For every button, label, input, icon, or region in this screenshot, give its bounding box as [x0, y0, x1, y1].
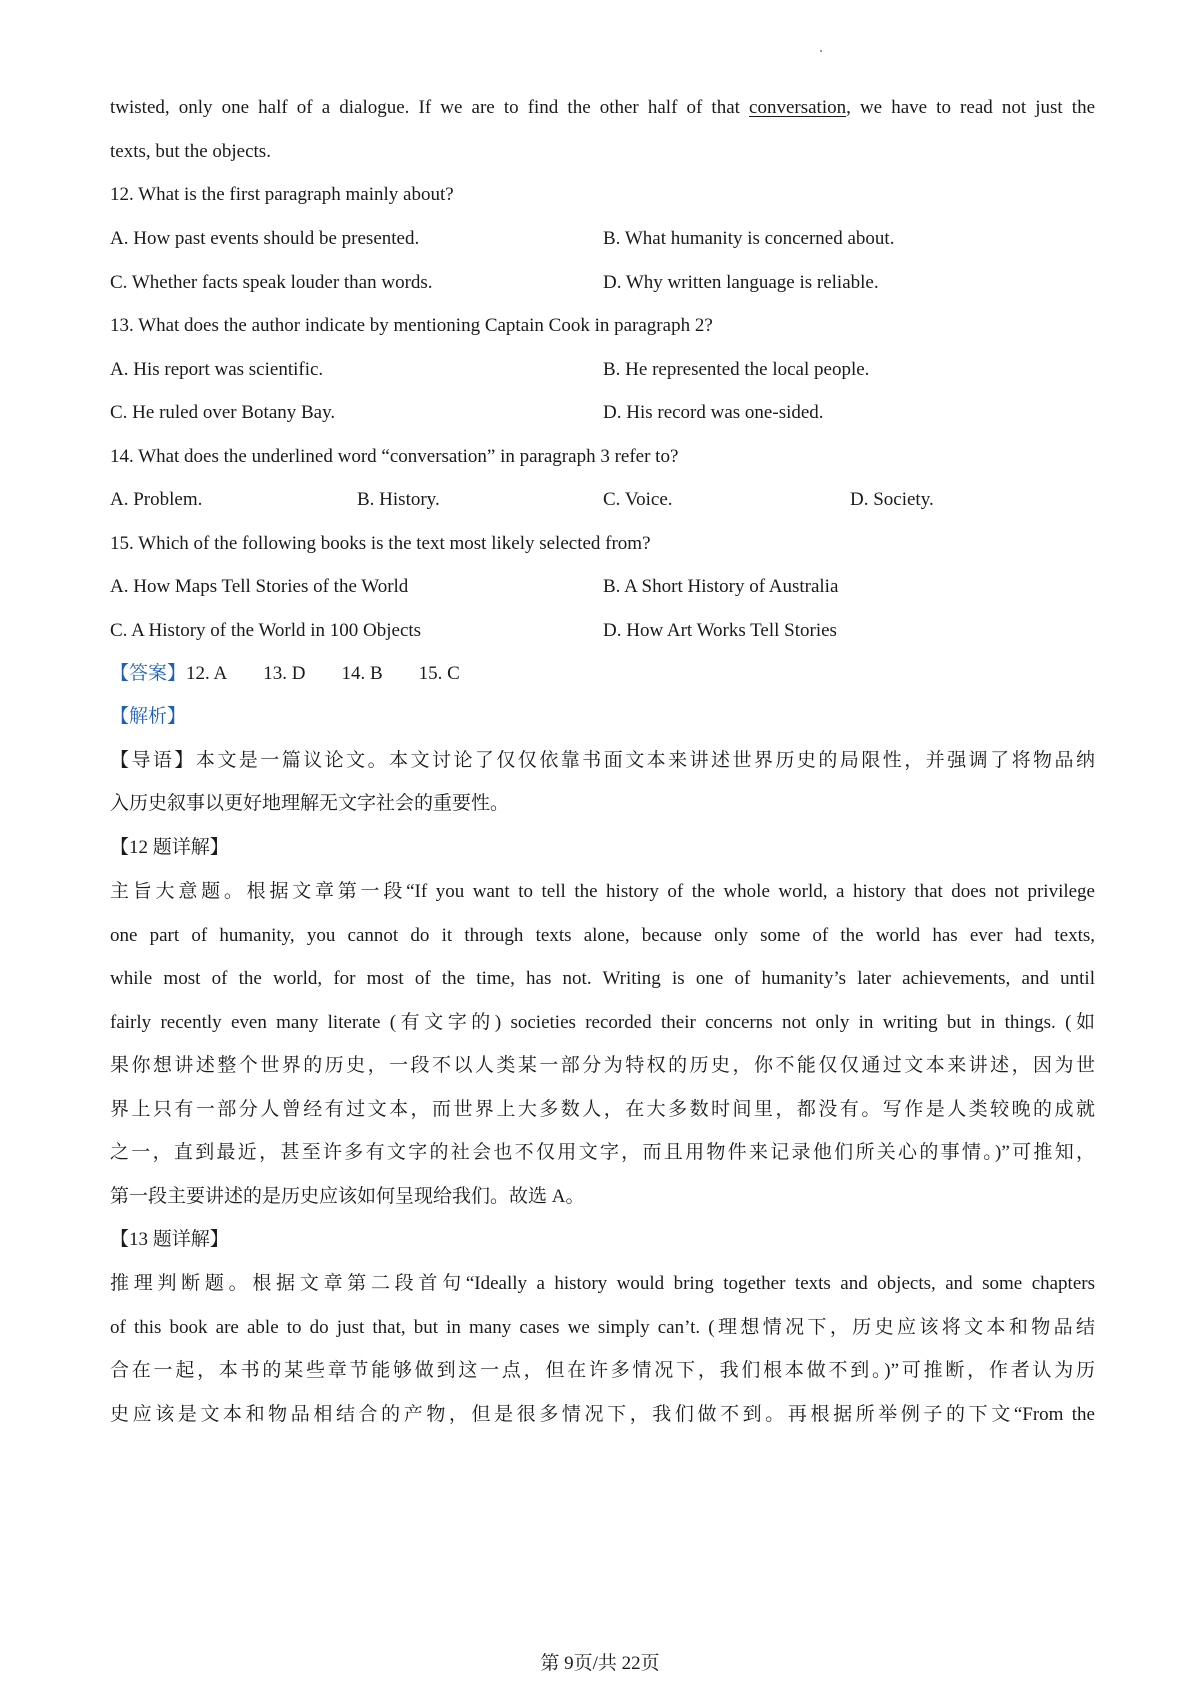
page-footer: 第 9页/共 22页: [540, 1653, 660, 1674]
detail-13-line: 史应该是文本和物品相结合的产物，但是很多情况下，我们做不到。再根据所举例子的下文“From the: [110, 1404, 1095, 1425]
option-a: A. How Maps Tell Stories of the World: [110, 576, 409, 597]
option-a: A. How past events should be presented.: [110, 228, 420, 249]
option-d: D. His record was one-sided.: [603, 402, 824, 423]
detail-13-line: of this book are able to do just that, but in many cases we simply can’t. (理想情况下，历史应该将文本和物品结: [110, 1317, 1095, 1338]
question-12-stem: 12. What is the first paragraph mainly about?: [110, 184, 454, 205]
answer-item: 14. B: [341, 663, 383, 684]
option-a: A. Problem.: [110, 489, 203, 510]
intro-line-1: 【导语】本文是一篇议论文。本文讨论了仅仅依靠书面文本来讲述世界历史的局限性，并强调了将物品纳: [110, 750, 1095, 771]
option-c: C. Voice.: [603, 489, 673, 510]
detail-13-heading: 【13 题详解】: [110, 1229, 229, 1250]
option-d: D. Society.: [850, 489, 934, 510]
detail-12-line: 界上只有一部分人曾经有过文本，而世界上大多数人，在大多数时间里，都没有。写作是人类较晚的成就: [110, 1099, 1095, 1120]
passage-text: twisted, only one half of a dialogue. If we are to find the other half of that: [110, 97, 750, 118]
question-15-options-row-2: [110, 619, 1095, 643]
detail-12-heading: 【12 题详解】: [110, 837, 229, 858]
question-12-options-row-1: [110, 227, 1095, 251]
option-a: A. His report was scientific.: [110, 359, 324, 380]
detail-12-line: while most of the world, for most of the time, has not. Writing is one of humanity’s later achievements, and until: [110, 968, 1095, 989]
underlined-word: conversation: [749, 97, 847, 118]
detail-12-line: 之一，直到最近，甚至许多有文字的社会也不仅用文字，而且用物件来记录他们所关心的事情。)”可推知，: [110, 1142, 1095, 1163]
intro-line-2: 入历史叙事以更好地理解无文字社会的重要性。: [110, 793, 510, 814]
option-d: D. Why written language is reliable.: [603, 272, 879, 293]
detail-13-line: 推理判断题。根据文章第二段首句“Ideally a history would bring together texts and objects, and some chapters: [110, 1273, 1095, 1294]
option-b: B. A Short History of Australia: [603, 576, 839, 597]
passage-line-2: texts, but the objects.: [110, 141, 271, 162]
option-b: B. He represented the local people.: [603, 359, 870, 380]
detail-12-line: 主旨大意题。根据文章第一段“If you want to tell the history of the whole world, a history that does not privilege: [110, 881, 1095, 902]
option-c: C. Whether facts speak louder than words.: [110, 272, 433, 293]
analysis-label: 【解析】: [110, 706, 187, 727]
option-b: B. History.: [357, 489, 440, 510]
detail-12-line: 果你想讲述整个世界的历史，一段不以人类某一部分为特权的历史，你不能仅仅通过文本来讲述，因为世: [110, 1055, 1095, 1076]
scan-mark: [820, 50, 822, 52]
answer-item: 12. A: [186, 663, 228, 684]
question-15-stem: 15. Which of the following books is the text most likely selected from?: [110, 533, 651, 554]
question-13-options-row-2: [110, 401, 1095, 425]
detail-13-line: 合在一起，本书的某些章节能够做到这一点，但在许多情况下，我们根本做不到。)”可推断，作者认为历: [110, 1360, 1095, 1381]
answer-line: [110, 662, 1095, 686]
question-14-stem: 14. What does the underlined word “conversation” in paragraph 3 refer to?: [110, 446, 679, 467]
answer-item: 15. C: [418, 663, 460, 684]
question-13-stem: 13. What does the author indicate by mentioning Captain Cook in paragraph 2?: [110, 315, 713, 336]
question-15-options-row-1: [110, 575, 1095, 599]
passage-line-1: [110, 96, 1095, 120]
detail-12-line: one part of humanity, you cannot do it through texts alone, because only some of the world has ever had texts,: [110, 925, 1095, 946]
option-c: C. He ruled over Botany Bay.: [110, 402, 336, 423]
option-c: C. A History of the World in 100 Objects: [110, 620, 422, 641]
detail-12-line: 第一段主要讲述的是历史应该如何呈现给我们。故选 A。: [110, 1186, 585, 1207]
answer-item: 13. D: [263, 663, 306, 684]
question-13-options-row-1: [110, 358, 1095, 382]
option-b: B. What humanity is concerned about.: [603, 228, 895, 249]
option-d: D. How Art Works Tell Stories: [603, 620, 837, 641]
passage-text: , we have to read not just the: [846, 97, 1095, 118]
detail-12-line: fairly recently even many literate (有文字的) societies recorded their concerns not only in writing but in things. (如: [110, 1012, 1095, 1033]
answer-label: 【答案】: [110, 663, 187, 684]
question-12-options-row-2: [110, 271, 1095, 295]
